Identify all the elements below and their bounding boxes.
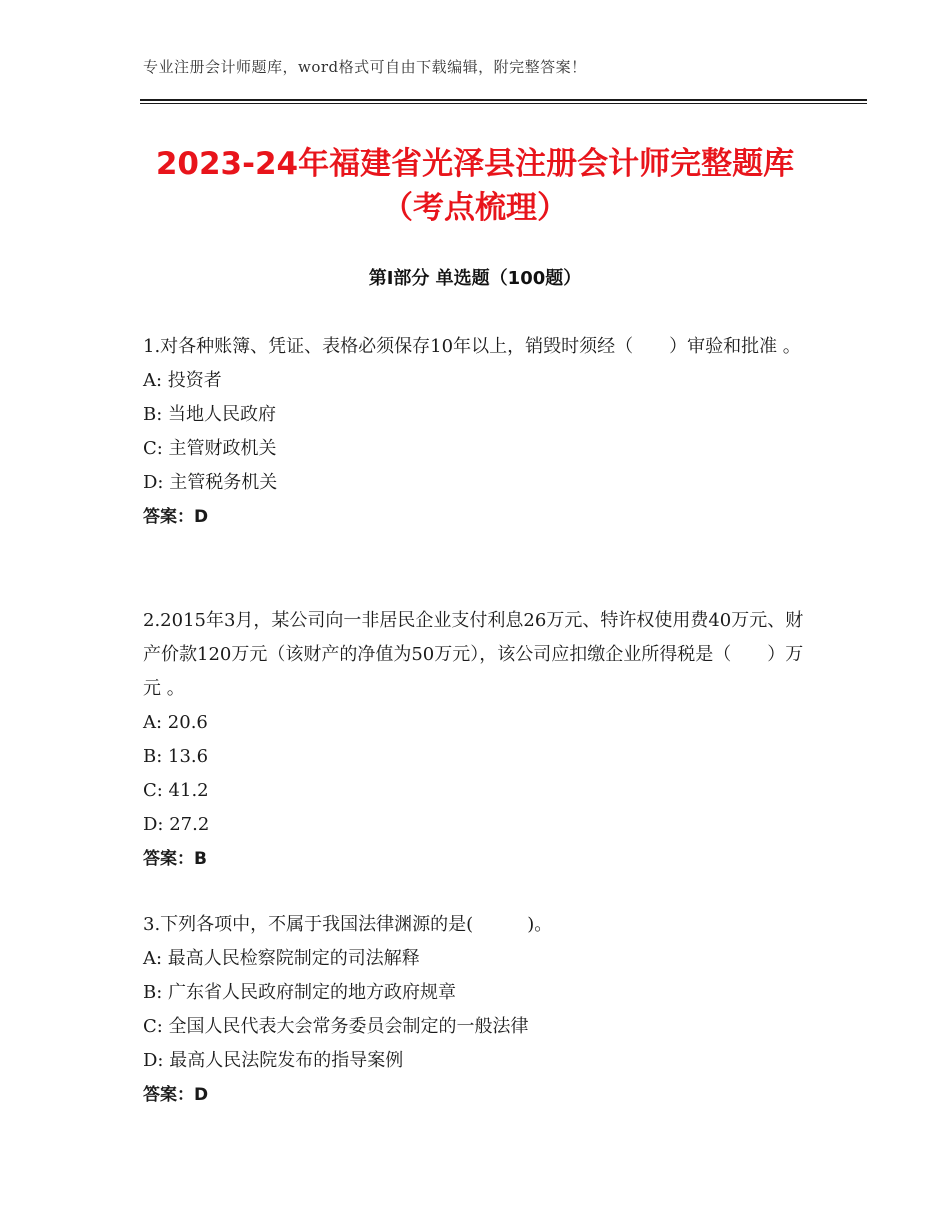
- answer-label: 答案：D: [143, 1085, 209, 1105]
- question-2: [143, 604, 813, 876]
- question-stem: 2.2015年3月，某公司向一非居民企业支付利息26万元、特许权使用费40万元、财产价款120万元（该财产的净值为50万元），该公司应扣缴企业所得税是（ ）万元 。: [143, 610, 804, 699]
- option-c: C: 41.2: [143, 780, 209, 801]
- question-stem: 3.下列各项中，不属于我国法律渊源的是( )。: [143, 914, 553, 935]
- question-stem: 1.对各种账簿、凭证、表格必须保存10年以上，销毁时须经（ ）审验和批准 。: [143, 336, 801, 357]
- option-b: B: 13.6: [143, 746, 209, 767]
- option-d: D: 最高人民法院发布的指导案例: [143, 1050, 404, 1071]
- answer-label: 答案：D: [143, 507, 209, 527]
- header-rule-thick: [140, 99, 867, 101]
- option-a: A: 20.6: [143, 712, 208, 733]
- header-rule-thin: [140, 103, 867, 104]
- option-d: D: 27.2: [143, 814, 210, 835]
- option-b: B: 广东省人民政府制定的地方政府规章: [143, 982, 457, 1003]
- option-d: D: 主管税务机关: [143, 472, 278, 493]
- document-title: 2023-24年福建省光泽县注册会计师完整题库（考点梳理）: [155, 146, 795, 226]
- answer-label: 答案：B: [143, 849, 207, 869]
- option-a: A: 投资者: [143, 370, 222, 391]
- option-b: B: 当地人民政府: [143, 404, 277, 425]
- option-a: A: 最高人民检察院制定的司法解释: [143, 948, 420, 969]
- section-heading: 第I部分 单选题（100题）: [368, 268, 582, 289]
- option-c: C: 全国人民代表大会常务委员会制定的一般法律: [143, 1016, 529, 1037]
- header-note: 专业注册会计师题库，word格式可自由下载编辑，附完整答案！: [143, 58, 587, 76]
- option-c: C: 主管财政机关: [143, 438, 277, 459]
- question-3: [143, 908, 813, 1112]
- question-1: [143, 330, 813, 534]
